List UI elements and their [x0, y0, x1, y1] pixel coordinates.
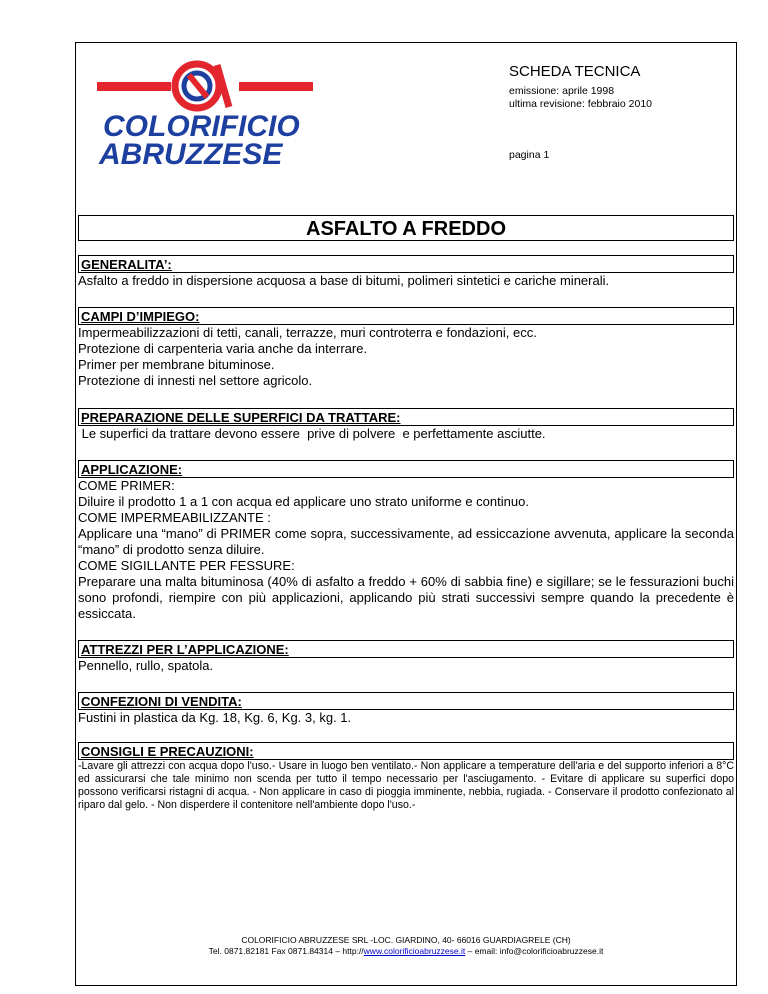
section-confezioni	[78, 692, 734, 726]
sigillante-text: Preparare una malta bituminosa (40% di asfalto a freddo + 60% di sabbia fine) e sigillare; se le fessurazioni buchi sono profondi, riempire con più applicazioni, applicando più strati successivi sempre quando la precedente è essiccata.	[78, 574, 734, 621]
body-line: Impermeabilizzazioni di tetti, canali, terrazze, muri controterra e fondazioni, ecc.	[78, 325, 537, 340]
emission-date: emissione: aprile 1998	[509, 85, 615, 97]
section-body	[78, 273, 734, 289]
logo-text-line1: COLORIFICIO	[103, 110, 300, 143]
section-campi-impiego	[78, 307, 734, 389]
section-attrezzi	[78, 640, 734, 674]
body-line: Asfalto a freddo in dispersione acquosa a base di bitumi, polimeri sintetici e cariche minerali.	[78, 273, 610, 288]
section-heading: GENERALITA’:	[78, 255, 734, 273]
body-line: Primer per membrane bituminose.	[78, 357, 275, 372]
body-line: Fustini in plastica da Kg. 18, Kg. 6, Kg. 3, kg. 1.	[78, 710, 352, 725]
section-consigli	[78, 742, 734, 812]
section-heading: ATTREZZI PER L’APPLICAZIONE:	[78, 640, 734, 658]
company-logo	[89, 55, 319, 165]
section-applicazione	[78, 460, 734, 622]
product-title: ASFALTO A FREDDO	[78, 215, 734, 241]
impermeabilizzante-label: COME IMPERMEABILIZZANTE :	[78, 510, 271, 525]
section-preparazione	[78, 408, 734, 442]
section-body	[78, 710, 734, 726]
page-number: pagina 1	[509, 149, 550, 161]
section-body	[78, 658, 734, 674]
section-body	[78, 478, 734, 622]
document-info	[509, 63, 729, 111]
section-body	[78, 325, 734, 389]
precautions-text: -Lavare gli attrezzi con acqua dopo l'uso.- Usare in luogo ben ventilato.- Non applicare a temperature dell'aria e del supporto inferiori a 8°C ed assicurarsi che tale minimo non scenda per tutto il tempo necessario per l'asciugamento. - Evitare di applicare su superfici dopo possono verificarsi ristagni di acqua. - Non applicare in caso di pioggia imminente, nebbia, rugiada. - Conservare il prodotto confezionato al riparo dal gelo. - Non disperdere il contenitore nell'ambiente dopo l'uso.-	[78, 760, 734, 811]
impermeabilizzante-text: Applicare una “mano” di PRIMER come sopra, successivamente, ad essiccazione avvenuta, applicare la seconda “mano” di prodotto senza diluire.	[78, 526, 734, 557]
footer-email: – email: info@colorificioabruzzese.it	[465, 946, 604, 956]
section-body	[78, 426, 734, 442]
section-heading: CAMPI D’IMPIEGO:	[78, 307, 734, 325]
header	[76, 43, 736, 215]
footer-contacts	[76, 946, 736, 957]
body-line: Protezione di innesti nel settore agricolo.	[78, 373, 313, 388]
footer-address: COLORIFICIO ABRUZZESE SRL -LOC. GIARDINO, 40- 66016 GUARDIAGRELE (CH)	[241, 935, 571, 945]
section-heading: CONSIGLI E PRECAUZIONI:	[78, 742, 734, 760]
logo-text-line2: ABRUZZESE	[99, 138, 283, 165]
technical-sheet-page	[75, 42, 737, 986]
section-heading: APPLICAZIONE:	[78, 460, 734, 478]
footer-phone-fax: Tel. 0871.82181 Fax 0871.84314 – http://	[208, 946, 364, 956]
footer	[76, 935, 736, 957]
body-line: Pennello, rullo, spatola.	[78, 658, 214, 673]
body-line: Le superfici da trattare devono essere prive di polvere e perfettamente asciutte.	[78, 426, 546, 441]
body-line: Protezione di carpenteria varia anche da interrare.	[78, 341, 368, 356]
section-heading: PREPARAZIONE DELLE SUPERFICI DA TRATTARE:	[78, 408, 734, 426]
revision-date: ultima revisione: febbraio 2010	[509, 98, 653, 110]
document-type: SCHEDA TECNICA	[509, 63, 641, 80]
primer-label: COME PRIMER:	[78, 478, 175, 493]
section-heading: CONFEZIONI DI VENDITA:	[78, 692, 734, 710]
sigillante-label: COME SIGILLANTE PER FESSURE:	[78, 558, 295, 573]
section-generalita	[78, 255, 734, 289]
primer-text: Diluire il prodotto 1 a 1 con acqua ed applicare uno strato uniforme e continuo.	[78, 494, 529, 509]
website-link[interactable]: www.colorificioabruzzese.it	[363, 946, 466, 956]
